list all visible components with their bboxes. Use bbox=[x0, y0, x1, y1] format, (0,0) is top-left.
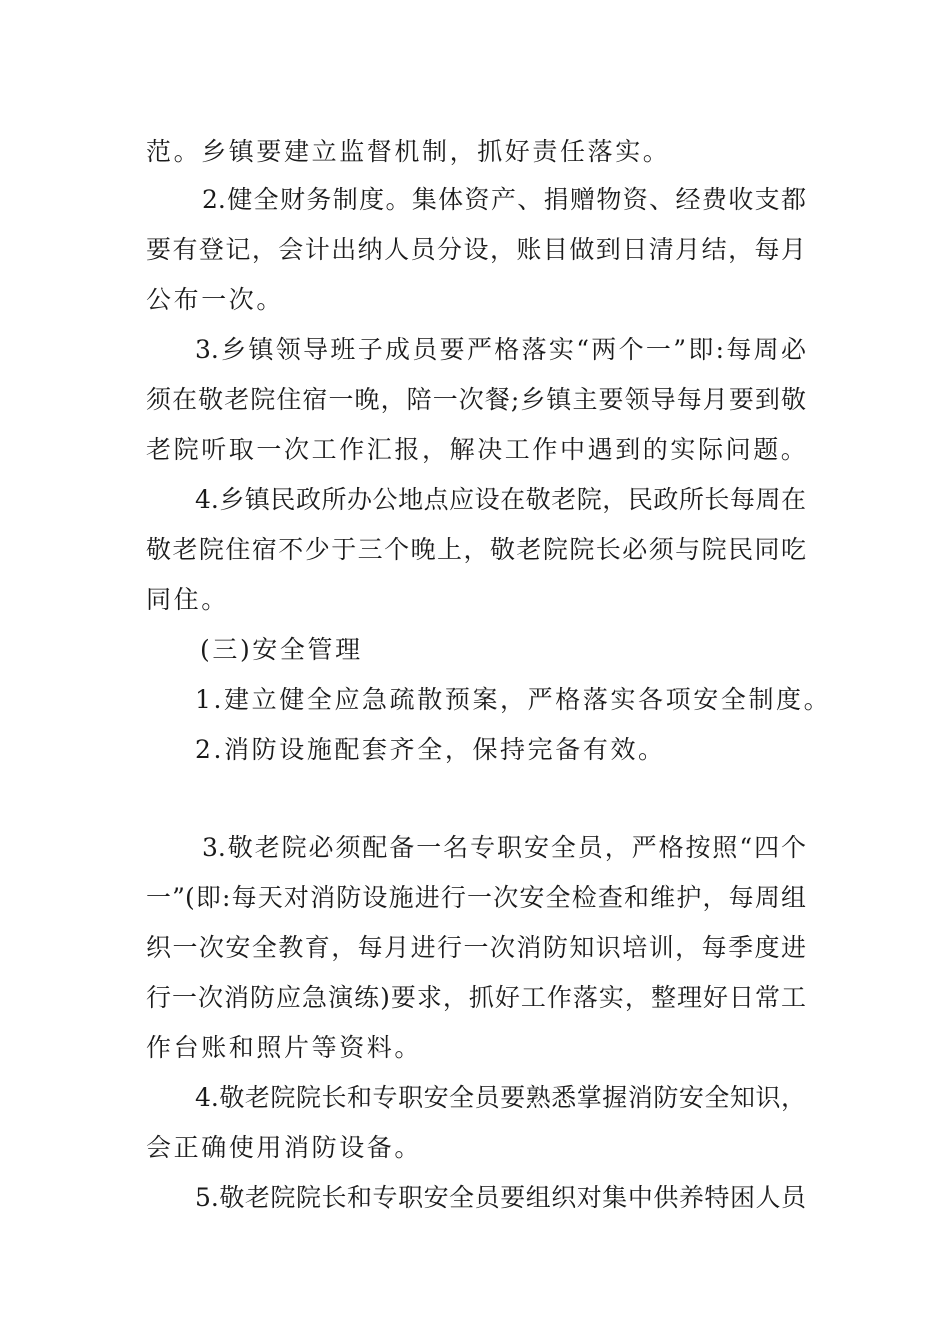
paragraph-line: 3.敬老院必须配备一名专职安全员，严格按照“四个 bbox=[202, 833, 806, 862]
paragraph-line: 要有登记，会计出纳人员分设，账目做到日清月结，每月 bbox=[146, 235, 806, 264]
paragraph-line: 范。乡镇要建立监督机制，抓好责任落实。 bbox=[146, 137, 671, 166]
paragraph-line: 2.消防设施配套齐全，保持完备有效。 bbox=[195, 735, 666, 764]
paragraph-line: 4.敬老院院长和专职安全员要熟悉掌握消防安全知识， bbox=[195, 1083, 806, 1112]
paragraph-line: 4.乡镇民政所办公地点应设在敬老院，民政所长每周在 bbox=[195, 485, 806, 514]
paragraph-line: 3.乡镇领导班子成员要严格落实“两个一”即:每周必 bbox=[195, 335, 806, 364]
paragraph-line: 1.建立健全应急疏散预案，严格落实各项安全制度。 bbox=[195, 685, 832, 714]
paragraph-line: 作台账和照片等资料。 bbox=[146, 1033, 423, 1062]
paragraph-line: 一”(即:每天对消防设施进行一次安全检查和维护，每周组 bbox=[146, 883, 806, 912]
paragraph-line: 行一次消防应急演练)要求，抓好工作落实，整理好日常工 bbox=[146, 983, 806, 1012]
section-heading: (三)安全管理 bbox=[200, 635, 363, 664]
paragraph-line: 会正确使用消防设备。 bbox=[146, 1133, 423, 1162]
paragraph-line: 老院听取一次工作汇报，解决工作中遇到的实际问题。 bbox=[146, 435, 809, 464]
paragraph-line: 须在敬老院住宿一晚，陪一次餐;乡镇主要领导每月要到敬 bbox=[146, 385, 806, 414]
paragraph-line: 同住。 bbox=[146, 585, 229, 614]
paragraph-line: 2.健全财务制度。集体资产、捐赠物资、经费收支都 bbox=[202, 185, 806, 214]
paragraph-line: 5.敬老院院长和专职安全员要组织对集中供养特困人员 bbox=[195, 1183, 806, 1212]
paragraph-line: 敬老院住宿不少于三个晚上，敬老院院长必须与院民同吃 bbox=[146, 535, 806, 564]
paragraph-line: 织一次安全教育，每月进行一次消防知识培训，每季度进 bbox=[146, 933, 806, 962]
paragraph-line: 公布一次。 bbox=[146, 285, 285, 314]
